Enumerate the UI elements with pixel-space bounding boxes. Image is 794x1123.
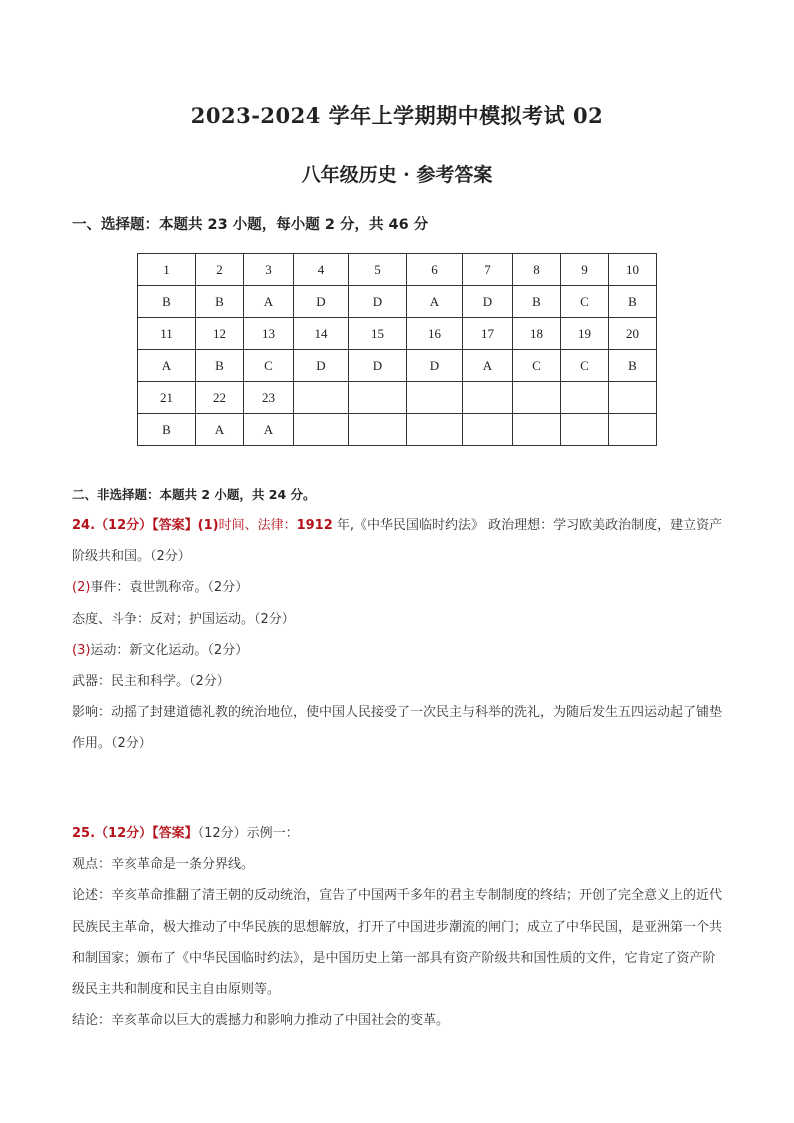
table-cell: D xyxy=(349,286,407,318)
table-cell xyxy=(609,414,657,446)
table-cell xyxy=(463,414,513,446)
answer-table-body xyxy=(138,254,657,446)
table-cell: 2 xyxy=(196,254,244,286)
q25-line2: 论述：辛亥革命推翻了清王朝的反动统治，宣告了中国两千多年的君主专制制度的终结；开创了完全意义上的近代民族民主革命，极大推动了中华民族的思想解放，打开了中国进步潮流的闸门；成立了中华民国，是亚洲第一个共和制国家；颁布了《中华民国临时约法》，是中国历史上第一部具有资产阶级共和国性质的文件，它肯定了资产阶级民主共和制度和民主自由原则等。 xyxy=(72,888,723,998)
table-cell: 4 xyxy=(294,254,349,286)
table-cell: A xyxy=(407,286,463,318)
table-cell: 16 xyxy=(407,318,463,350)
table-cell xyxy=(407,382,463,414)
table-cell: 20 xyxy=(609,318,657,350)
table-cell: C xyxy=(561,350,609,382)
table-cell: C xyxy=(561,286,609,318)
question-25-answer xyxy=(72,818,727,1036)
table-cell: 8 xyxy=(513,254,561,286)
q24-line1-text: 年,《中华民国临时约法》 政治理想：学习欧美政治制度，建立资产阶级共和国。（2分） xyxy=(72,518,723,565)
table-cell: 23 xyxy=(244,382,294,414)
table-cell: A xyxy=(196,414,244,446)
table-cell: B xyxy=(196,350,244,382)
q25-number: 25. xyxy=(72,826,96,841)
table-cell: 1 xyxy=(138,254,196,286)
section2-heading: 二、非选择题：本题共 2 小题，共 24 分。 xyxy=(72,487,316,502)
question-24-answer xyxy=(72,510,727,760)
table-row xyxy=(138,254,657,286)
table-cell: B xyxy=(196,286,244,318)
table-cell: 5 xyxy=(349,254,407,286)
table-cell: 6 xyxy=(407,254,463,286)
table-cell: D xyxy=(294,286,349,318)
q24-number: 24. xyxy=(72,518,96,533)
table-cell: 18 xyxy=(513,318,561,350)
table-cell: 22 xyxy=(196,382,244,414)
table-cell: 19 xyxy=(561,318,609,350)
table-cell: 15 xyxy=(349,318,407,350)
table-cell: D xyxy=(407,350,463,382)
table-cell xyxy=(561,382,609,414)
table-row xyxy=(138,286,657,318)
q24-score: （12分） xyxy=(95,518,153,533)
table-cell: D xyxy=(463,286,513,318)
q25-tail: （12分）示例一： xyxy=(197,826,299,841)
q25-score: （12分） xyxy=(95,826,153,841)
table-cell: 13 xyxy=(244,318,294,350)
table-cell: 9 xyxy=(561,254,609,286)
table-cell: 21 xyxy=(138,382,196,414)
table-row xyxy=(138,382,657,414)
table-cell: B xyxy=(513,286,561,318)
q25-line1: 观点：辛亥革命是一条分界线。 xyxy=(72,857,255,873)
q25-line3: 结论：辛亥革命以巨大的震撼力和影响力推动了中国社会的变革。 xyxy=(72,1013,450,1029)
table-cell xyxy=(609,382,657,414)
table-cell: 12 xyxy=(196,318,244,350)
table-cell xyxy=(463,382,513,414)
table-cell xyxy=(561,414,609,446)
table-cell: D xyxy=(294,350,349,382)
table-cell: 14 xyxy=(294,318,349,350)
table-cell: C xyxy=(244,350,294,382)
table-cell xyxy=(349,414,407,446)
table-row xyxy=(138,350,657,382)
q24-line6-text: 影响：动摇了封建道德礼教的统治地位，使中国人民接受了一次民主与科举的洗礼，为随后发生五四运动起了铺垫作用。（2分） xyxy=(72,705,723,752)
table-cell: 11 xyxy=(138,318,196,350)
q24-line2-text: 事件：袁世凯称帝。（2分） xyxy=(90,580,249,596)
q24-line5-text: 武器：民主和科学。（2分） xyxy=(72,674,230,690)
table-cell: B xyxy=(138,414,196,446)
page-subtitle: 八年级历史 · 参考答案 xyxy=(301,164,493,186)
q24-line4-text: 运动：新文化运动。（2分） xyxy=(90,642,249,658)
table-cell: B xyxy=(609,286,657,318)
table-cell: B xyxy=(138,286,196,318)
q24-answer-tag: 【答案】 xyxy=(152,518,198,533)
q24-line1-year: 1912 xyxy=(296,518,333,533)
section1-heading: 一、选择题：本题共 23 小题，每小题 2 分，共 46 分 xyxy=(72,217,429,233)
table-cell xyxy=(407,414,463,446)
table-cell xyxy=(294,414,349,446)
table-cell: 10 xyxy=(609,254,657,286)
q24-part-3: (3) xyxy=(72,642,91,658)
q24-part-2: (2) xyxy=(72,580,91,596)
table-cell: 7 xyxy=(463,254,513,286)
table-cell: B xyxy=(609,350,657,382)
table-cell xyxy=(349,382,407,414)
q24-line1-label: 时间、法律： xyxy=(218,518,297,533)
table-cell: 3 xyxy=(244,254,294,286)
table-cell: 17 xyxy=(463,318,513,350)
page-title: 2023-2024 学年上学期期中模拟考试 02 xyxy=(190,103,604,128)
answer-table xyxy=(137,253,657,446)
table-cell: C xyxy=(513,350,561,382)
q24-part-1: (1) xyxy=(197,518,219,533)
table-cell xyxy=(513,382,561,414)
table-cell xyxy=(513,414,561,446)
table-row xyxy=(138,318,657,350)
q24-line3-text: 态度、斗争：反对；护国运动。（2分） xyxy=(72,611,295,627)
table-cell: A xyxy=(244,286,294,318)
table-row xyxy=(138,414,657,446)
table-cell: A xyxy=(463,350,513,382)
table-cell: A xyxy=(138,350,196,382)
table-cell: A xyxy=(244,414,294,446)
table-cell xyxy=(294,382,349,414)
table-cell: D xyxy=(349,350,407,382)
q25-answer-tag: 【答案】 xyxy=(152,826,198,841)
